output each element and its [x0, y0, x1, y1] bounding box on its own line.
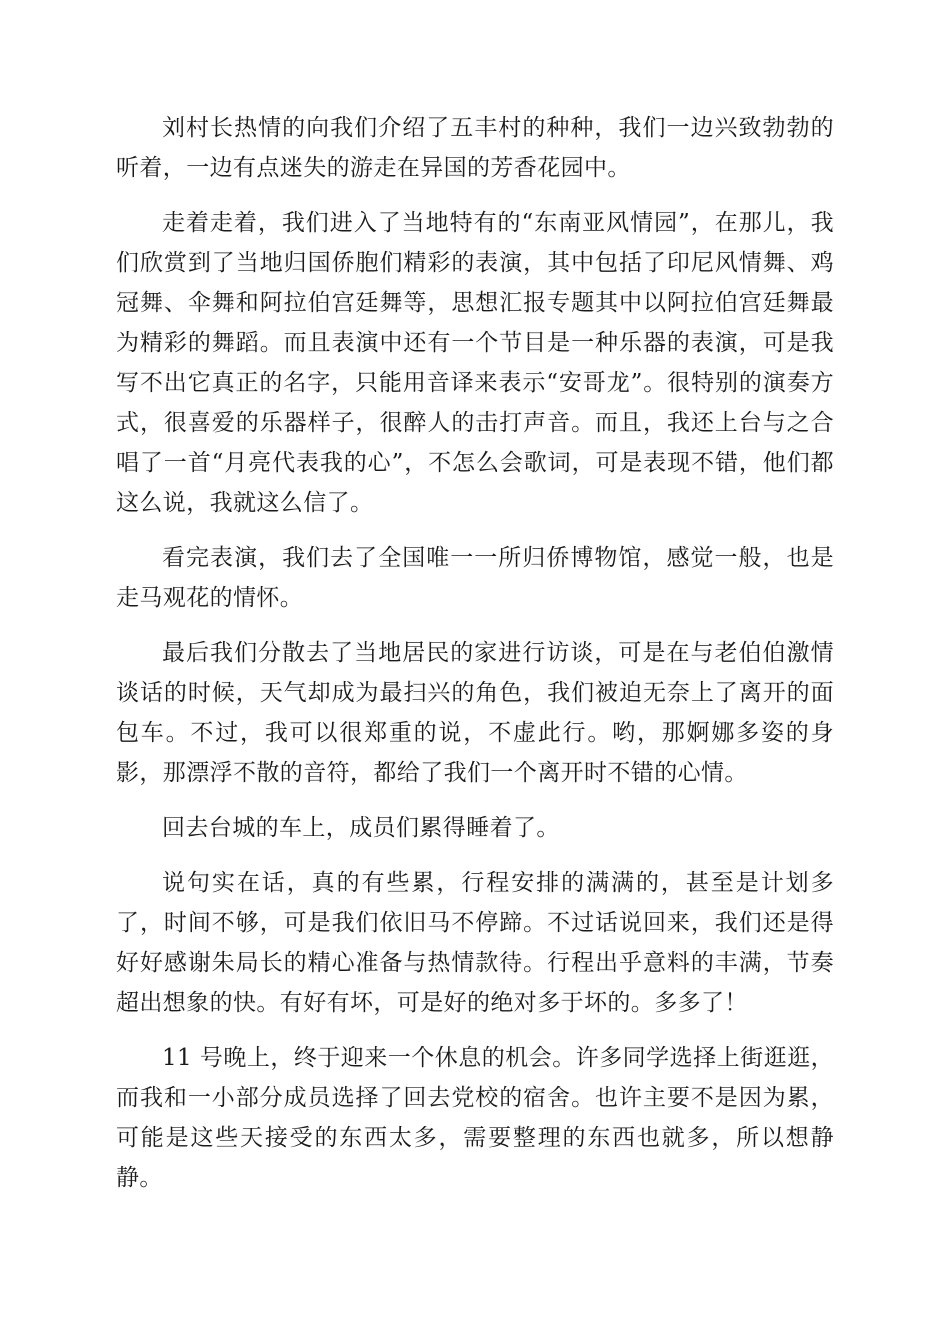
paragraph-6: 说句实在话，真的有些累，行程安排的满满的，甚至是计划多了，时间不够，可是我们依旧马不停蹄。不过话说回来，我们还是得好好感谢朱局长的精心准备与热情款待。行程出乎意料的丰满，节奏超出想象的快。有好有坏，可是好的绝对多于坏的。多多了！ — [116, 870, 834, 1016]
paragraph-5: 回去台城的车上，成员们累得睡着了。 — [162, 815, 560, 841]
paragraph-7: 11 号晚上，终于迎来一个休息的机会。许多同学选择上街逛逛，而我和一小部分成员选择了回去党校的宿舍。也许主要不是因为累，可能是这些天接受的东西太多，需要整理的东西也就多，所以想静静。 — [116, 1045, 834, 1191]
document-body — [116, 108, 834, 1213]
paragraph-1: 刘村长热情的向我们介绍了五丰村的种种，我们一边兴致勃勃的听着，一边有点迷失的游走在异国的芳香花园中。 — [116, 115, 834, 181]
paragraph-3: 看完表演，我们去了全国唯一一所归侨博物馆，感觉一般，也是走马观花的情怀。 — [116, 545, 834, 611]
paragraph-2: 走着走着，我们进入了当地特有的“东南亚风情园”，在那儿，我们欣赏到了当地归国侨胞们精彩的表演，其中包括了印尼风情舞、鸡冠舞、伞舞和阿拉伯宫廷舞等，思想汇报专题其中以阿拉伯宫廷舞最为精彩的舞蹈。而且表演中还有一个节目是一种乐器的表演，可是我写不出它真正的名字，只能用音译来表示“安哥龙”。很特别的演奏方式，很喜爱的乐器样子，很醉人的击打声音。而且，我还上台与之合唱了一首“月亮代表我的心”，不怎么会歌词，可是表现不错，他们都这么说，我就这么信了。 — [116, 210, 834, 516]
paragraph-4: 最后我们分散去了当地居民的家进行访谈，可是在与老伯伯激情谈话的时候，天气却成为最扫兴的角色，我们被迫无奈上了离开的面包车。不过，我可以很郑重的说，不虚此行。哟，那婀娜多姿的身影，那漂浮不散的音符，都给了我们一个离开时不错的心情。 — [116, 640, 834, 786]
